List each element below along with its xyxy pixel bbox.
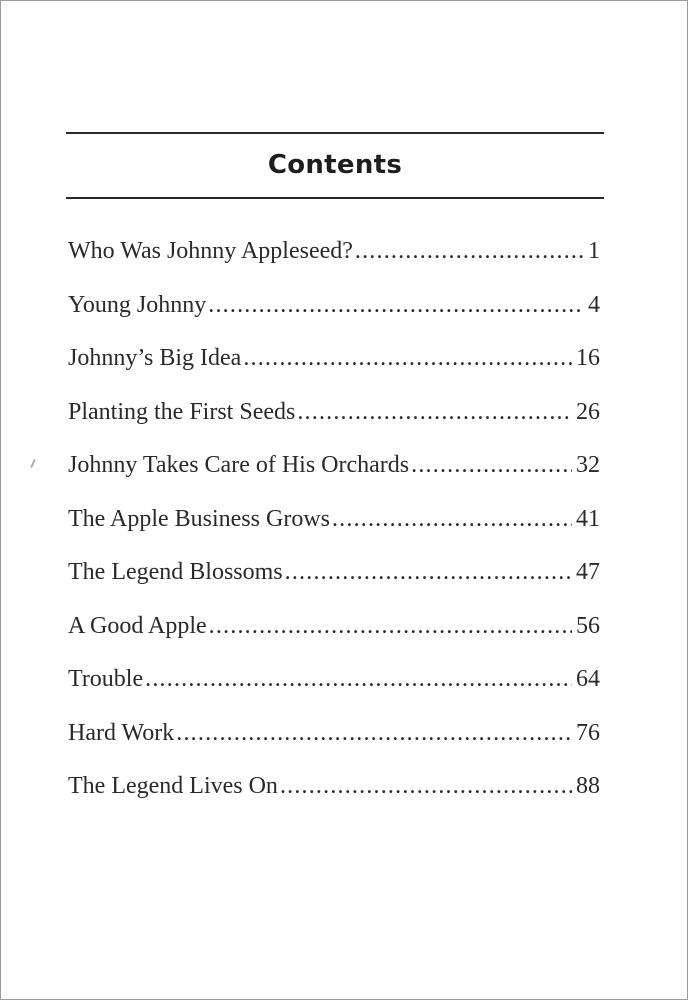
toc-entry-title: Hard Work xyxy=(68,719,175,746)
toc-entry xyxy=(68,713,600,767)
toc-entry xyxy=(68,338,600,392)
dot-leader xyxy=(209,606,572,646)
table-of-contents xyxy=(68,231,600,820)
dot-leader xyxy=(355,231,584,271)
toc-entry-page: 56 xyxy=(576,612,600,639)
toc-entry-title: Johnny Takes Care of His Orchards xyxy=(68,452,410,478)
toc-entry xyxy=(68,445,600,499)
toc-entry xyxy=(68,499,600,553)
toc-entry xyxy=(68,285,600,339)
toc-entry-title: Trouble xyxy=(68,666,144,692)
dot-leader xyxy=(243,338,572,378)
dot-leader xyxy=(411,445,572,485)
toc-entry xyxy=(68,606,600,660)
toc-entry-title: A Good Apple xyxy=(68,612,207,639)
toc-entry-title: The Apple Business Grows xyxy=(68,505,330,532)
dot-leader xyxy=(332,499,572,539)
toc-entry xyxy=(68,552,600,606)
dot-leader xyxy=(280,766,572,806)
heading-bottom-rule xyxy=(66,197,604,199)
toc-entry-page: 32 xyxy=(576,452,600,478)
dot-leader xyxy=(145,659,572,699)
toc-entry xyxy=(68,231,600,285)
toc-entry xyxy=(68,392,600,446)
toc-entry-page: 88 xyxy=(576,773,600,799)
toc-entry-title: Planting the First Seeds xyxy=(68,398,296,425)
contents-heading: Contents xyxy=(267,150,403,180)
heading-top-rule xyxy=(66,132,604,134)
toc-entry xyxy=(68,766,600,820)
toc-entry-title: The Legend Lives On xyxy=(68,773,278,799)
dot-leader xyxy=(176,713,572,753)
toc-entry xyxy=(68,659,600,713)
toc-entry-page: 47 xyxy=(576,559,600,585)
toc-entry-page: 41 xyxy=(576,505,600,532)
toc-entry-title: The Legend Blossoms xyxy=(68,559,283,585)
dot-leader xyxy=(208,285,584,325)
dot-leader xyxy=(285,552,572,592)
dot-leader xyxy=(297,392,572,432)
toc-entry-title: Young Johnny xyxy=(68,291,207,318)
toc-entry-page: 1 xyxy=(588,238,600,264)
toc-entry-page: 64 xyxy=(576,666,600,692)
toc-entry-page: 26 xyxy=(576,398,600,425)
toc-entry-page: 4 xyxy=(588,291,600,318)
scan-mark xyxy=(30,459,36,468)
toc-entry-title: Who Was Johnny Appleseed? xyxy=(68,238,353,264)
toc-entry-page: 76 xyxy=(576,719,600,746)
toc-entry-title: Johnny’s Big Idea xyxy=(68,345,242,371)
toc-entry-page: 16 xyxy=(576,345,600,371)
